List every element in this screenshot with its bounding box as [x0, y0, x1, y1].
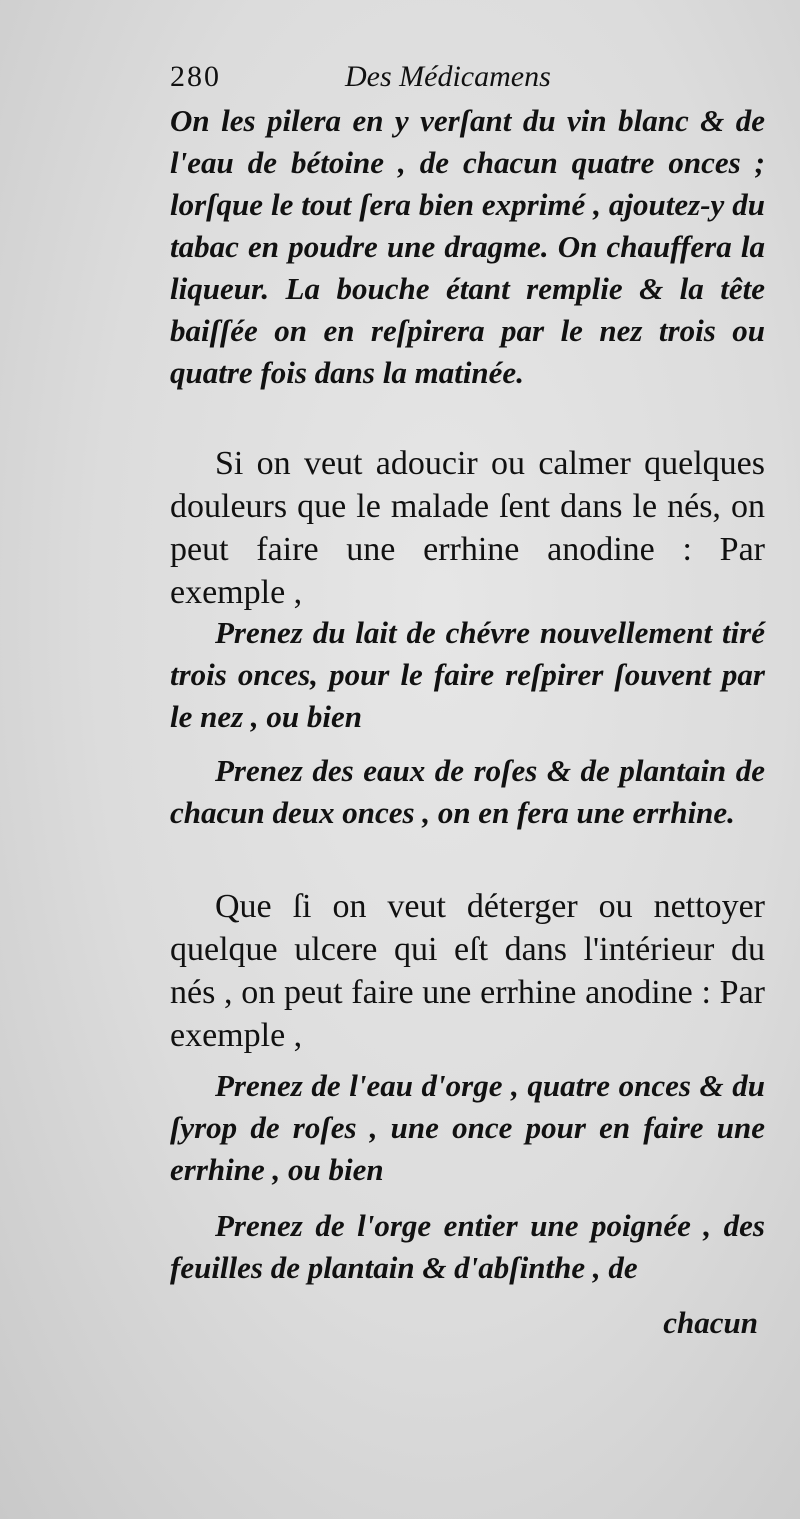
running-title: Des Médicamens — [345, 60, 551, 93]
paragraph-recipe-milk: Prenez du lait de chévre nouvellement tiré trois onces, pour le faire reſpirer ſouvent par le nez , ou bien — [170, 615, 765, 734]
paragraph-recipe-roses: Prenez des eaux de roſes & de plantain de chacun deux onces , on en fera une errhine. — [170, 753, 765, 830]
paragraph-recipe-barley-water: Prenez de l'eau d'orge , quatre onces & du ſyrop de roſes , une once pour en faire une errhine , ou bien — [170, 1068, 765, 1187]
page-number: 280 — [170, 60, 221, 93]
paragraph-recipe-barley-whole: Prenez de l'orge entier une poignée , des feuilles de plantain & d'abſinthe , de — [170, 1208, 765, 1285]
paragraph-anodine-intro: Si on veut adoucir ou calmer quelques douleurs que le malade ſent dans le nés, on peut faire une errhine anodine : Par exemple , — [170, 445, 765, 611]
paragraph-recipe-intro: On les pilera en y verſant du vin blanc & de l'eau de bétoine , de chacun quatre onces ; lorſque le tout ſera bien exprimé , ajoutez-y du tabac en poudre une dragme. On chauffera la liqueur. La bouche étant remplie & la tête baiſſée on en reſpirera par le nez trois ou quatre fois dans la matinée. — [170, 103, 765, 390]
page-header — [170, 60, 770, 100]
paragraph-ulcer-intro: Que ſi on veut déterger ou nettoyer quelque ulcere qui eſt dans l'intérieur du nés , on peut faire une errhine anodine : Par exemple , — [170, 888, 765, 1054]
catchword: chacun — [663, 1305, 758, 1340]
